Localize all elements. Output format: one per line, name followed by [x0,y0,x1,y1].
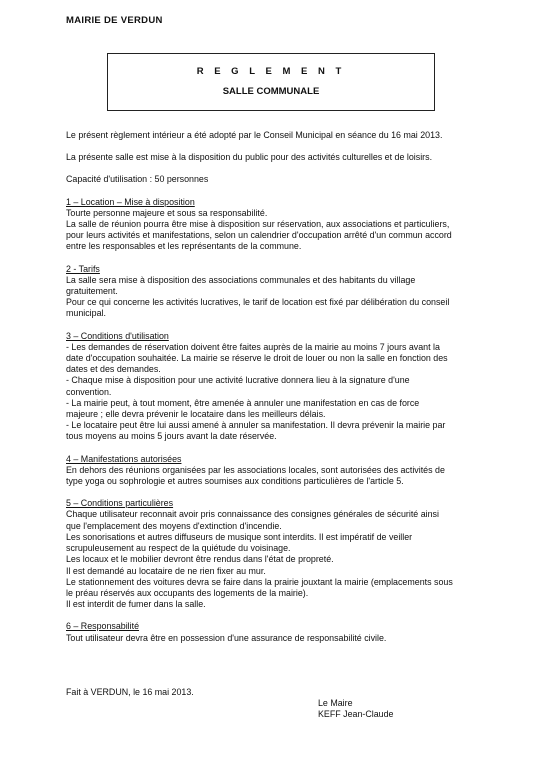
signature-block [318,698,393,720]
section-title-conditions-particulieres: 5 – Conditions particulières [66,498,174,509]
section-line: Tourte personne majeure et sous sa responsabilité. [66,207,268,218]
intro-adoption: Le présent règlement intérieur a été adopté par le Conseil Municipal en séance du 16 mai 2013. [66,130,443,140]
signature-role: Le Maire [318,698,353,708]
section-title-responsabilite: 6 – Responsabilité [66,621,140,632]
section-line: Chaque utilisateur reconnait avoir pris connaissance des consignes générales de sécurité ainsi [66,509,439,520]
section-line: - Le locataire peut être lui aussi amené à annuler sa manifestation. Il devra prévenir la mairie par [66,420,446,431]
section-line: que l'emplacement des moyens d'extinction d'incendie. [66,520,282,531]
section-line: tous moyens au moins 5 jours avant la date réservée. [66,431,277,442]
section-line: scrupuleusement au respect de la quiétude du voisinage. [66,543,291,554]
section-title-manifestations: 4 – Manifestations autorisées [66,453,182,464]
section-title-tarifs: 2 - Tarifs [66,263,100,274]
document-body [66,130,506,644]
signature-name: KEFF Jean-Claude [318,709,394,720]
section-line: majeure ; elle devra prévenir le locataire dans les meilleurs délais. [66,409,326,420]
document-title: R E G L E M E N T [196,66,346,77]
section-line: Le stationnement des voitures devra se faire dans la prairie jouxtant la mairie (emplacements sous [66,576,453,587]
section-line: le préau réservés aux occupants des logements de la mairie). [66,587,309,598]
section-line: En dehors des réunions organisées par les associations locales, sont autorisées des activités de [66,464,445,475]
section-line: Les sonorisations et autres diffuseurs de musique sont interdits. Il est impératif de veiller [66,531,413,542]
section-line: convention. [66,386,112,397]
section-line: La salle de réunion pourra être mise à disposition sur réservation, aux associations et particuliers, [66,219,450,230]
section-line: Les locaux et le mobilier devront être rendus dans l'état de propreté. [66,554,334,565]
section-title-conditions-utilisation: 3 – Conditions d'utilisation [66,330,169,341]
title-box [107,53,435,111]
section-line: Pour ce qui concerne les activités lucratives, le tarif de location est fixé par délibération du conseil [66,297,450,308]
intro-purpose: La présente salle est mise à la disposition du public pour des activités culturelles et de loisirs. [66,152,433,163]
closing-place-date: Fait à VERDUN, le 16 mai 2013. [66,687,194,697]
document-subtitle: SALLE COMMUNALE [222,86,320,97]
section-line: pour leurs activités et manifestations, selon un calendrier d'occupation arrêté d'un commun accord [66,230,452,241]
section-line: La salle sera mise à disposition des associations communales et des habitants du village [66,274,416,285]
section-line: - Chaque mise à disposition pour une activité lucrative donnera lieu à la signature d'une [66,375,410,386]
section-line: gratuitement. [66,286,118,297]
section-line: - La mairie peut, à tout moment, être amenée à annuler une manifestation en cas de force [66,397,420,408]
section-line: type yoga ou sophrologie et autres soumises aux conditions particulières de l'article 5. [66,476,404,487]
organization-header: MAIRIE DE VERDUN [66,15,163,26]
section-line: entre les responsables et les représentants de la commune. [66,241,302,252]
section-line: date d'occupation souhaitée. La mairie se réserve le droit de louer ou non la salle en fonction des [66,353,448,364]
section-line: Il est interdit de fumer dans la salle. [66,599,206,610]
section-line: municipal. [66,308,106,319]
section-title-location: 1 – Location – Mise à disposition [66,196,195,207]
section-line: dates et des demandes. [66,364,161,375]
section-line: Il est demandé au locataire de ne rien fixer au mur. [66,565,266,576]
section-line: Tout utilisateur devra être en possession d'une assurance de responsabilité civile. [66,632,387,643]
section-line: - Les demandes de réservation doivent être faites auprès de la mairie au moins 7 jours avant la [66,341,440,352]
intro-capacity: Capacité d'utilisation : 50 personnes [66,174,209,185]
